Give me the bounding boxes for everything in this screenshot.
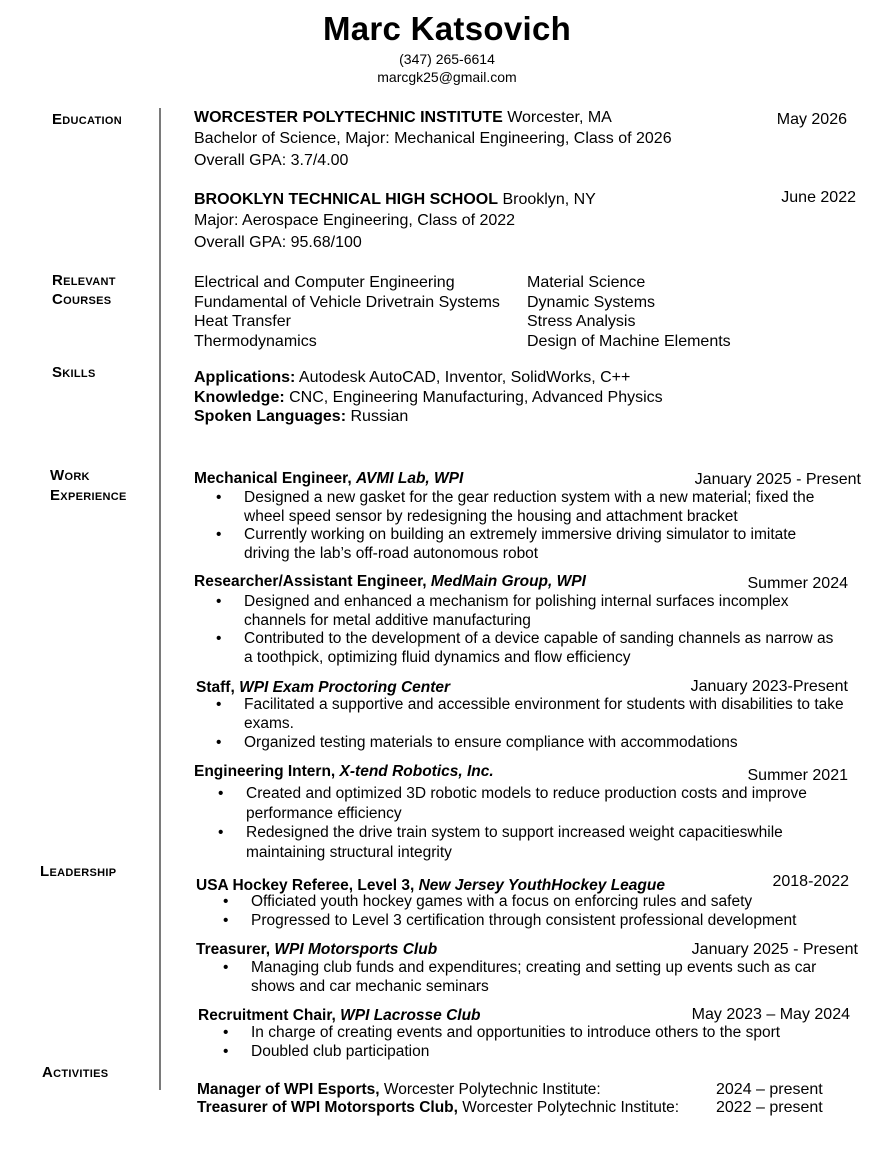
skill-value: Autodesk AutoCAD, Inventor, SolidWorks, C++ xyxy=(298,369,631,386)
list-item: • Facilitated a supportive and accessible environment for students with disabilities to take exams. xyxy=(196,696,846,733)
job-title-line xyxy=(194,469,463,488)
list-item: • Officiated youth hockey games with a focus on enforcing rules and safety xyxy=(203,893,863,912)
job-date: January 2023-Present xyxy=(690,678,848,695)
leadership-title-line xyxy=(198,1006,481,1025)
education-date: May 2026 xyxy=(776,111,847,128)
course-item: Design of Machine Elements xyxy=(527,333,731,351)
activity-title: Manager of WPI Esports, xyxy=(197,1081,380,1098)
leadership-organization: New Jersey YouthHockey League xyxy=(418,877,665,894)
job-date: Summer 2021 xyxy=(747,767,848,784)
skills-list xyxy=(194,368,663,427)
section-label-work: Work xyxy=(50,467,90,484)
skill-label: Knowledge: xyxy=(194,388,285,406)
job-title: Researcher/Assistant Engineer, xyxy=(194,573,431,590)
activity-title: Treasurer of WPI Motorsports Club, xyxy=(197,1099,458,1116)
activity-row xyxy=(197,1098,679,1117)
job-title-line xyxy=(194,762,494,781)
job-bullets xyxy=(196,593,846,667)
leadership-title-line xyxy=(196,940,437,959)
list-item: • Redesigned the drive train system to support increased weight capacitieswhile maintaining structural integrity xyxy=(198,823,838,862)
section-label-education: Education xyxy=(52,111,122,128)
section-divider-line xyxy=(159,108,161,1090)
list-item: • Doubled club participation xyxy=(203,1043,863,1062)
leadership-title: USA Hockey Referee, Level 3, xyxy=(196,877,419,894)
list-item: • Managing club funds and expenditures; creating and setting up events such as car shows and car mechanic seminars xyxy=(203,959,823,996)
job-date: January 2025 - Present xyxy=(694,471,861,488)
leadership-title: Recruitment Chair, xyxy=(198,1007,341,1024)
list-item: • Contributed to the development of a device capable of sanding channels as narrow as a toothpick, optimizing fluid dynamics and flow efficiency xyxy=(196,630,846,667)
school-location: Worcester, MA xyxy=(507,109,612,126)
job-organization: MedMain Group, WPI xyxy=(430,573,586,590)
list-item: • Currently working on building an extremely immersive driving simulator to imitate driving the lab’s off-road autonomous robot xyxy=(196,526,836,563)
skill-row xyxy=(194,407,663,427)
course-item: Fundamental of Vehicle Drivetrain Systems xyxy=(194,293,500,311)
phone-number: (347) 265-6614 xyxy=(399,51,495,67)
leadership-bullets xyxy=(203,893,863,930)
leadership-organization: WPI Motorsports Club xyxy=(274,941,438,958)
school-name: WORCESTER POLYTECHNIC INSTITUTE xyxy=(194,109,503,126)
education-gpa: Overall GPA: 95.68/100 xyxy=(194,234,362,251)
section-label-courses: Courses xyxy=(52,291,112,308)
leadership-organization: WPI Lacrosse Club xyxy=(340,1007,481,1024)
activity-organization: Worcester Polytechnic Institute: xyxy=(383,1081,601,1098)
job-date: Summer 2024 xyxy=(747,575,848,592)
list-item: • In charge of creating events and opportunities to introduce others to the sport xyxy=(203,1024,863,1043)
section-label-experience: Experience xyxy=(50,487,127,504)
activity-date: 2022 – present xyxy=(716,1099,823,1116)
job-organization: AVMI Lab, WPI xyxy=(355,470,464,487)
job-bullets xyxy=(198,784,838,862)
school-location: Brooklyn, NY xyxy=(502,191,596,208)
education-school-line xyxy=(194,190,596,210)
section-label-activities: Activities xyxy=(42,1064,109,1081)
education-school-line xyxy=(194,108,612,128)
job-bullets xyxy=(196,489,836,563)
courses-column-right xyxy=(527,273,731,352)
list-item: • Designed and enhanced a mechanism for polishing internal surfaces incomplex channels for metal additive manufacturing xyxy=(196,593,846,630)
education-date: June 2022 xyxy=(781,189,856,206)
resume-name: Marc Katsovich xyxy=(322,10,572,47)
job-title: Mechanical Engineer, xyxy=(194,470,356,487)
list-item: • Designed a new gasket for the gear reduction system with a new material; fixed the wheel speed sensor by redesigning the housing and attachment bracket xyxy=(196,489,836,526)
activity-organization: Worcester Polytechnic Institute: xyxy=(462,1099,680,1116)
job-title-line xyxy=(194,572,586,591)
section-label-leadership: Leadership xyxy=(40,863,117,880)
activity-row xyxy=(197,1080,601,1099)
course-item: Electrical and Computer Engineering xyxy=(194,274,455,291)
leadership-title: Treasurer, xyxy=(196,941,275,958)
job-title: Staff, xyxy=(196,679,240,696)
skill-value: CNC, Engineering Manufacturing, Advanced Physics xyxy=(289,388,663,406)
list-item: • Progressed to Level 3 certification through consistent professional development xyxy=(203,912,863,931)
job-organization: X-tend Robotics, Inc. xyxy=(339,763,494,780)
activity-date: 2024 – present xyxy=(716,1081,823,1098)
course-item: Material Science xyxy=(527,274,646,291)
job-title-line xyxy=(196,678,450,697)
course-item: Dynamic Systems xyxy=(527,293,656,311)
course-item: Thermodynamics xyxy=(194,333,317,351)
section-label-relevant: Relevant xyxy=(52,272,116,289)
course-item: Heat Transfer xyxy=(194,313,291,331)
skill-row xyxy=(194,368,663,388)
leadership-bullets xyxy=(203,959,823,996)
job-bullets xyxy=(196,696,846,753)
education-degree: Bachelor of Science, Major: Mechanical Engineering, Class of 2026 xyxy=(194,130,672,147)
leadership-date: 2018-2022 xyxy=(772,873,849,890)
education-gpa: Overall GPA: 3.7/4.00 xyxy=(194,152,349,169)
skill-label: Applications: xyxy=(194,369,296,386)
email-address: marcgk25@gmail.com xyxy=(377,69,517,85)
skill-label: Spoken Languages: xyxy=(194,408,347,426)
skill-value: Russian xyxy=(350,408,409,426)
skill-row xyxy=(194,388,663,408)
leadership-bullets xyxy=(203,1024,863,1061)
education-degree: Major: Aerospace Engineering, Class of 2022 xyxy=(194,212,516,229)
course-item: Stress Analysis xyxy=(527,313,636,331)
list-item: • Created and optimized 3D robotic models to reduce production costs and improve performance efficiency xyxy=(198,784,838,823)
courses-column-left xyxy=(194,273,500,352)
job-organization: WPI Exam Proctoring Center xyxy=(239,679,451,696)
leadership-date: January 2025 - Present xyxy=(691,941,858,958)
leadership-date: May 2023 – May 2024 xyxy=(691,1006,850,1023)
job-title: Engineering Intern, xyxy=(194,763,340,780)
section-label-skills: Skills xyxy=(52,364,96,381)
school-name: BROOKLYN TECHNICAL HIGH SCHOOL xyxy=(194,191,499,208)
list-item: • Organized testing materials to ensure compliance with accommodations xyxy=(196,734,846,753)
